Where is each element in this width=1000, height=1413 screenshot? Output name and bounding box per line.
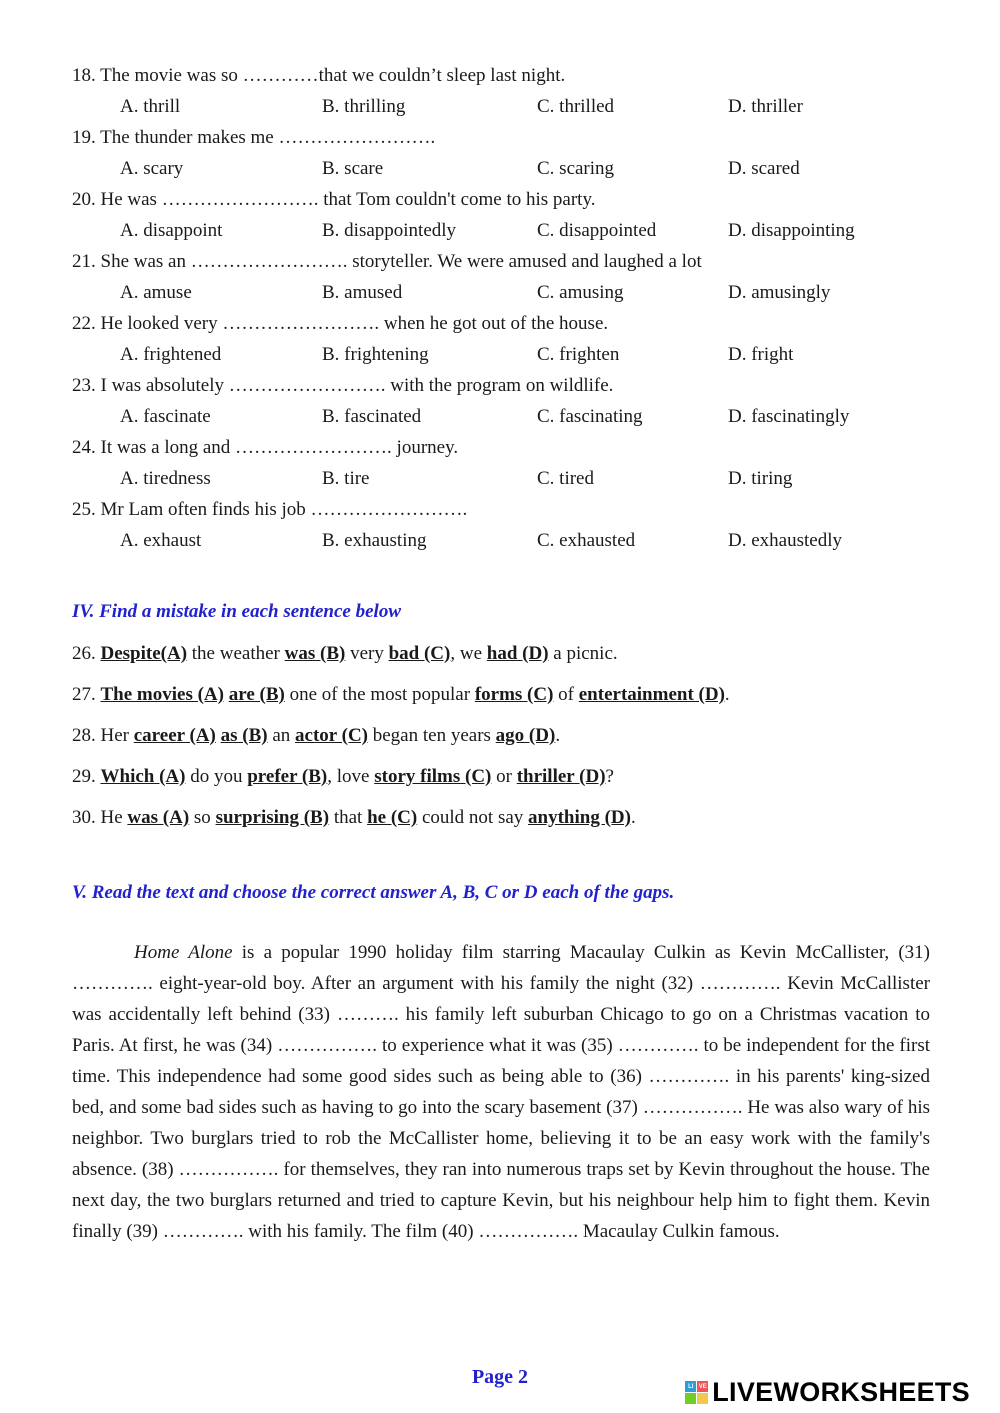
answer-options-row (72, 525, 930, 556)
logo-square (685, 1393, 696, 1404)
answer-option[interactable]: D. fright (728, 344, 794, 365)
answer-option[interactable]: B. scare (322, 158, 384, 179)
sentence-text: , love (327, 766, 375, 787)
underlined-choice[interactable]: thriller (D) (516, 766, 606, 787)
logo-square: LI (685, 1381, 696, 1392)
find-mistake-section (72, 638, 930, 833)
answer-option[interactable]: A. amuse (120, 282, 192, 303)
sentence-text: could not say (417, 807, 529, 828)
question-item (72, 60, 930, 122)
answer-option[interactable]: A. exhaust (120, 530, 202, 551)
sentence-text: very (345, 643, 389, 664)
underlined-choice[interactable]: surprising (B) (215, 807, 330, 828)
question-text: 19. The thunder makes me ……………………. (72, 127, 436, 148)
answer-option[interactable]: B. frightening (322, 344, 429, 365)
answer-option[interactable]: C. exhausted (537, 530, 636, 551)
sentence-text: . (555, 725, 561, 746)
question-item (72, 494, 930, 556)
reading-passage (72, 937, 930, 1247)
underlined-choice[interactable]: he (C) (367, 807, 418, 828)
section-iv-heading: IV. Find a mistake in each sentence below (72, 601, 402, 622)
liveworksheets-icon (685, 1381, 708, 1404)
question-item (72, 432, 930, 494)
answer-option[interactable]: D. disappointing (728, 220, 855, 241)
sentence-text: ? (605, 766, 614, 787)
question-text: 18. The movie was so …………that we couldn’t sleep last night. (72, 65, 566, 86)
sentence-text: a picnic. (548, 643, 618, 664)
answer-option[interactable]: C. fascinating (537, 406, 643, 427)
answer-option[interactable]: D. tiring (728, 468, 793, 489)
answer-options-row (72, 91, 930, 122)
underlined-choice[interactable]: entertainment (D) (578, 684, 725, 705)
underlined-choice[interactable]: career (A) (133, 725, 216, 746)
sentence-number: 26. (72, 643, 101, 664)
answer-option[interactable]: A. scary (120, 158, 184, 179)
underlined-choice[interactable]: are (B) (228, 684, 285, 705)
answer-options-row (72, 463, 930, 494)
question-text: 21. She was an ……………………. storyteller. We were amused and laughed a lot (72, 251, 702, 272)
question-text: 23. I was absolutely ……………………. with the program on wildlife. (72, 375, 614, 396)
sentence-number: 29. (72, 766, 101, 787)
page-number: Page 2 (471, 1366, 529, 1388)
answer-option[interactable]: A. tiredness (120, 468, 211, 489)
underlined-choice[interactable]: ago (D) (495, 725, 556, 746)
answer-option[interactable]: A. disappoint (120, 220, 223, 241)
film-title-italic: Home Alone (134, 942, 233, 963)
answer-option[interactable]: A. frightened (120, 344, 222, 365)
answer-option[interactable]: C. scaring (537, 158, 615, 179)
sentence-text: so (189, 807, 216, 828)
sentence-text: do you (185, 766, 248, 787)
question-text: 22. He looked very ……………………. when he got out of the house. (72, 313, 609, 334)
answer-option[interactable]: A. thrill (120, 96, 181, 117)
underlined-choice[interactable]: The movies (A) (100, 684, 224, 705)
answer-option[interactable]: B. thrilling (322, 96, 406, 117)
sentence-text: an (267, 725, 296, 746)
mistake-sentence (72, 802, 930, 833)
sentence-text: He (100, 807, 128, 828)
question-item (72, 308, 930, 370)
sentence-text: that (329, 807, 368, 828)
answer-option[interactable]: C. frighten (537, 344, 620, 365)
logo-square: VE (697, 1381, 708, 1392)
answer-option[interactable]: D. fascinatingly (728, 406, 850, 427)
underlined-choice[interactable]: was (B) (284, 643, 346, 664)
underlined-choice[interactable]: as (B) (220, 725, 268, 746)
question-item (72, 246, 930, 308)
sentence-text: . (724, 684, 730, 705)
underlined-choice[interactable]: bad (C) (388, 643, 451, 664)
answer-option[interactable]: B. disappointedly (322, 220, 457, 241)
answer-options-row (72, 339, 930, 370)
mistake-sentence (72, 638, 930, 669)
answer-options-row (72, 401, 930, 432)
answer-options-row (72, 215, 930, 246)
sentence-text: one of the most popular (284, 684, 475, 705)
answer-option[interactable]: D. exhaustedly (728, 530, 842, 551)
sentence-text: began ten years (368, 725, 496, 746)
underlined-choice[interactable]: forms (C) (474, 684, 554, 705)
answer-option[interactable]: C. amusing (537, 282, 624, 303)
liveworksheets-logo[interactable] (685, 1377, 970, 1408)
answer-options-row (72, 153, 930, 184)
question-text: 24. It was a long and ……………………. journey. (72, 437, 459, 458)
answer-option[interactable]: D. scared (728, 158, 800, 179)
answer-option[interactable]: D. amusingly (728, 282, 831, 303)
sentence-number: 28. (72, 725, 101, 746)
answer-option[interactable]: B. fascinated (322, 406, 422, 427)
sentence-text: the weather (187, 643, 285, 664)
question-text: 25. Mr Lam often finds his job ……………………. (72, 499, 468, 520)
underlined-choice[interactable]: was (A) (127, 807, 190, 828)
answer-option[interactable]: C. disappointed (537, 220, 657, 241)
answer-options-row (72, 277, 930, 308)
question-text: 20. He was ……………………. that Tom couldn't come to his party. (72, 189, 596, 210)
mistake-sentence (72, 679, 930, 710)
underlined-choice[interactable]: Which (A) (100, 766, 186, 787)
sentence-text: , we (450, 643, 487, 664)
sentence-text: Her (100, 725, 134, 746)
question-item (72, 370, 930, 432)
underlined-choice[interactable]: story films (C) (374, 766, 492, 787)
logo-square (697, 1393, 708, 1404)
sentence-text: . (630, 807, 636, 828)
question-item (72, 122, 930, 184)
sentence-number: 27. (72, 684, 101, 705)
answer-option[interactable]: C. thrilled (537, 96, 615, 117)
brand-text: LIVEWORKSHEETS (712, 1377, 970, 1407)
question-item (72, 184, 930, 246)
mistake-sentence (72, 761, 930, 792)
underlined-choice[interactable]: anything (D) (528, 807, 631, 828)
sentence-number: 30. (72, 807, 101, 828)
answer-option[interactable]: B. exhausting (322, 530, 427, 551)
answer-option[interactable]: B. tire (322, 468, 370, 489)
underlined-choice[interactable]: prefer (B) (247, 766, 328, 787)
mistake-sentence (72, 720, 930, 751)
section-v-heading: V. Read the text and choose the correct answer A, B, C or D each of the gaps. (72, 882, 675, 903)
sentence-text: of (553, 684, 579, 705)
answer-option[interactable]: C. tired (537, 468, 594, 489)
passage-text: is a popular 1990 holiday film starring Macaulay Culkin as Kevin McCallister, (31) …………. eight-year-old boy. After an argument with his family the night (32) …………. Kevin McCallister was accidentally left behind (33) ………. his family left suburban Chicago to go on a Christmas vacation to Paris. At first, he was (34) ……………. to experience what it was (35) …………. to be independent for the first time. This independence had some good sides such as being able to (36) …………. in his parents' king-sized bed, and some bad sides such as having to go into the scary basement (37) ……………. He was also wary of his neighbor. Two burglars tried to rob the McCallister home, believing it to be an easy work with the family's absence. (38) ……………. for themselves, they ran into numerous traps set by Kevin throughout the house. The next day, the two burglars returned and tried to capture Kevin, but his neighbour help him to fight them. Kevin finally (39) …………. with his family. The film (40) ……………. Macaulay Culkin famous. (72, 942, 930, 1242)
sentence-text: or (491, 766, 517, 787)
answer-option[interactable]: D. thriller (728, 96, 803, 117)
underlined-choice[interactable]: had (D) (486, 643, 549, 664)
multiple-choice-section (72, 60, 930, 556)
underlined-choice[interactable]: actor (C) (295, 725, 368, 746)
answer-option[interactable]: B. amused (322, 282, 403, 303)
underlined-choice[interactable]: Despite(A) (100, 643, 188, 664)
answer-option[interactable]: A. fascinate (120, 406, 211, 427)
